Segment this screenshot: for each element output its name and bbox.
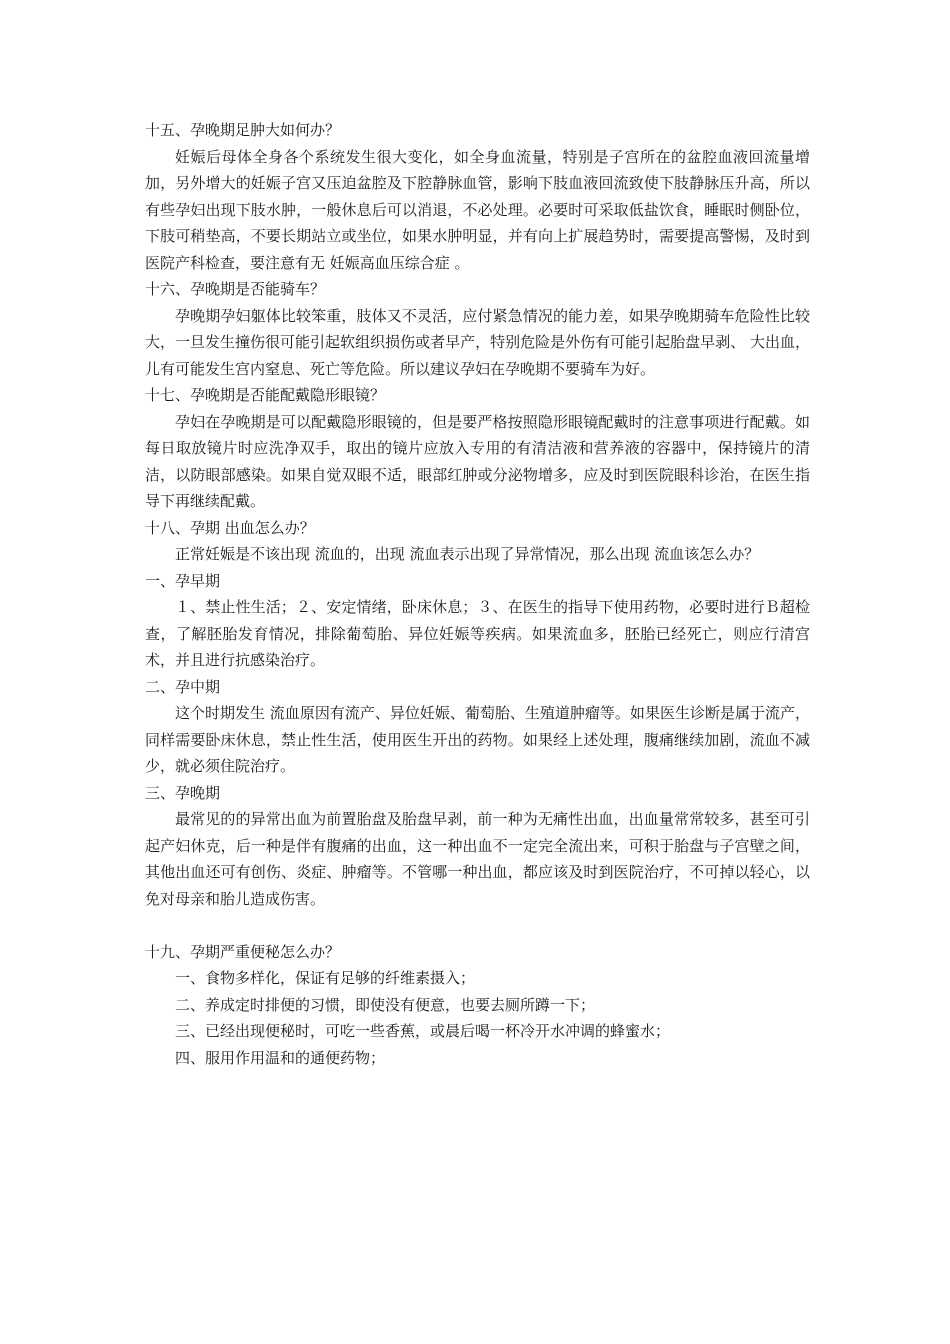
- section-16-body: 孕晚期孕妇躯体比较笨重，肢体又不灵活，应付紧急情况的能力差，如果孕晚期骑车危险性比较大，一旦发生撞伤很可能引起软组织损伤或者早产，特别危险是外伤有可能引起胎盘早剥、 大出血，儿有可能发生宫内窒息、死亡等危险。所以建议孕妇在孕晚期不要骑车为好。: [145, 306, 810, 378]
- section-15-title: 十五、孕晚期足肿大如何办？: [145, 121, 341, 139]
- section-18-late-title: 三、孕晚期: [145, 783, 221, 802]
- section-18-middle-body: 这个时期发生 流血原因有流产、异位妊娠、葡萄胎、生殖道肿瘤等。如果医生诊断是属于流产，同样需要卧床休息，禁止性生活，使用医生开出的药物。如果经上述处理，腹痛继续加剧，流血不减少，就必须住院治疗。: [145, 704, 810, 775]
- section-19-title: 十九、孕期严重便秘怎么办？: [145, 942, 341, 961]
- section-19-item: 三、已经出现便秘时，可吃一些香蕉，或晨后喝一杯冷开水冲调的蜂蜜水；: [175, 1022, 671, 1040]
- section-18-late-body: 最常见的的异常出血为前置胎盘及胎盘早剥，前一种为无痛性出血，出血量常常较多，甚至可引起产妇休克，后一种是伴有腹痛的出血，这一种出血不一定完全流出来，可积于胎盘与子宫壁之间，其他出血还可有创伤、炎症、肿瘤等。不管哪一种出血，都应该及时到医院治疗，不可掉以轻心，以免对母亲和胎儿造成伤害。: [145, 810, 810, 908]
- section-18-early-title: 一、孕早期: [145, 571, 221, 590]
- section-18-title: 十八、孕期 出血怎么办？: [145, 518, 315, 537]
- section-19-item: 二、养成定时排便的习惯，即使没有便意，也要去厕所蹲一下；: [175, 995, 596, 1014]
- section-spacer: [145, 912, 810, 939]
- section-18-early-body: １、禁止性生活；２、安定情绪，卧床休息；３、在医生的指导下使用药物，必要时进行Ｂ超检查，了解胚胎发育情况，排除葡萄胎、异位妊娠等疾病。如果流血多，胚胎已经死亡，则应行清宫术，并且进行抗感染治疗。: [145, 598, 810, 669]
- section-16-title: 十六、孕晚期是否能骑车？: [145, 280, 326, 298]
- document-page: [145, 117, 810, 1071]
- section-18-body: 正常妊娠是不该出现 流血的，出现 流血表示出现了异常情况，那么出现 流血该怎么办？: [175, 545, 760, 563]
- section-18-middle-title: 二、孕中期: [145, 677, 221, 696]
- section-19-item: 四、服用作用温和的通便药物；: [175, 1048, 386, 1067]
- section-19-item: 一、食物多样化，保证有足够的纤维素摄入；: [175, 969, 476, 987]
- section-15-body: 妊娠后母体全身各个系统发生很大变化，如全身血流量，特别是子宫所在的盆腔血液回流量增加，另外增大的妊娠子宫又压迫盆腔及下腔静脉血管，影响下肢血液回流致使下肢静脉压升高，所以有些孕妇出现下肢水肿，一般休息后可以消退，不必处理。必要时可采取低盐饮食，睡眠时侧卧位，下肢可稍垫高，不要长期站立或坐位，如果水肿明显，并有向上扩展趋势时，需要提高警惕，及时到医院产科检查，要注意有无 妊娠高血压综合症 。: [145, 147, 810, 272]
- section-17-title: 十七、孕晚期是否能配戴隐形眼镜？: [145, 386, 386, 404]
- section-17-body: 孕妇在孕晚期是可以配戴隐形眼镜的，但是要严格按照隐形眼镜配戴时的注意事项进行配戴。如每日取放镜片时应洗净双手，取出的镜片应放入专用的有清洁液和营养液的容器中，保持镜片的清洁，以防眼部感染。如果自觉双眼不适，眼部红肿或分泌物增多，应及时到医院眼科诊治，在医生指导下再继续配戴。: [145, 412, 810, 510]
